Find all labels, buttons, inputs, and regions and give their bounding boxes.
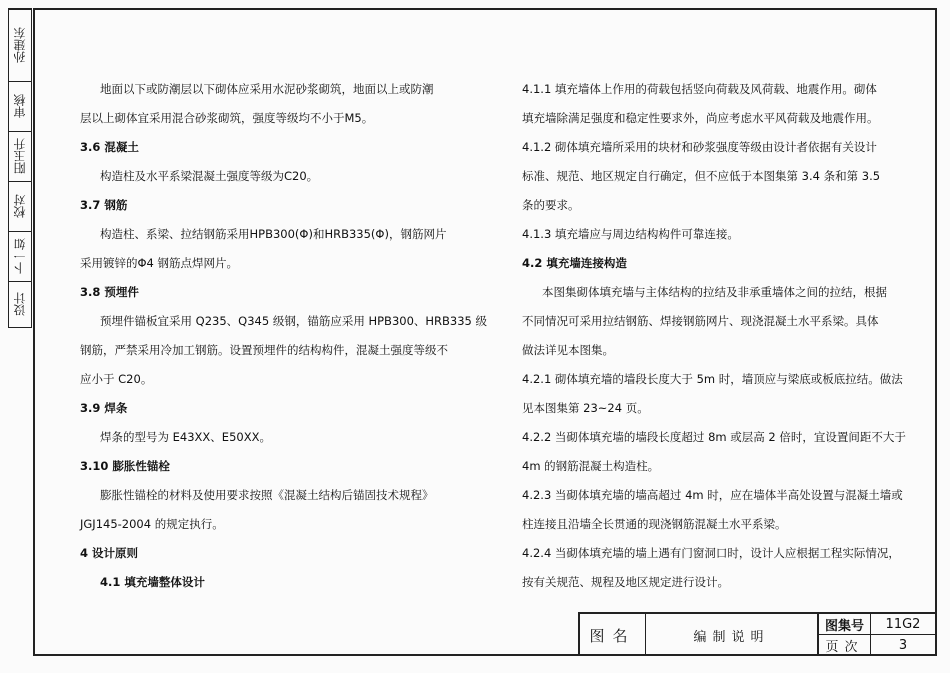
page-number: 3 (898, 638, 908, 653)
text-line: 4.2.2 当砌体填充墙的墙段长度超过 8m 或层高 2 倍时，宜设置间距不大于 (522, 430, 906, 444)
text-line: 本图集砌体填充墙与主体结构的拉结及非承重墙体之间的拉结，根据 (542, 285, 887, 299)
text-line: 不同情况可采用拉结钢筋、焊接钢筋网片、现浇混凝土水平系梁。具体 (522, 314, 879, 328)
text-line: 3.9 焊条 (80, 401, 128, 415)
text-line: 4.1.3 填充墙应与周边结构构件可靠连接。 (522, 227, 739, 241)
text-line: 柱连接且沿墙全长贯通的现浇钢筋混凝土水平系梁。 (522, 517, 787, 531)
text-line: 4.2.1 砌体填充墙的墙段长度大于 5m 时，墙顶应与梁底或板底拉结。做法 (522, 372, 903, 386)
text-line: 3.6 混凝土 (80, 140, 139, 154)
text-line: 3.8 预埋件 (80, 285, 139, 299)
text-line: 4m 的钢筋混凝土构造柱。 (522, 459, 660, 473)
text-line: 应小于 C20。 (80, 372, 153, 386)
drawing-name: 编制说明 (646, 614, 819, 656)
strip-check-signature: 阳玉升 (9, 131, 31, 181)
atlas-number: 11G2 (871, 614, 935, 635)
text-line: 4.2 填充墙连接构造 (522, 256, 627, 270)
text-line: 层以上砌体宜采用混合砂浆砌筑，强度等级均不小于M5。 (80, 111, 374, 125)
text-line: 按有关规范、规程及地区规定进行设计。 (522, 575, 729, 589)
text-line: 条的要求。 (522, 198, 580, 212)
atlas-number-label: 图集号 (819, 614, 871, 635)
text-line: 4.1.1 填充墙体上作用的荷载包括竖向荷载及风荷载、地震作用。砌体 (522, 82, 877, 96)
text-line: 采用镀锌的Φ4 钢筋点焊网片。 (80, 256, 239, 270)
strip-review-label: 审核 (9, 81, 31, 131)
strip-design-label: 设计 (9, 281, 31, 327)
left-text-column (80, 75, 487, 597)
text-line: 4 设计原则 (80, 546, 139, 560)
text-line: 标准、规范、地区规定自行确定，但不应低于本图集第 3.4 条和第 3.5 (522, 169, 881, 183)
text-line: JGJ145-2004 的规定执行。 (80, 517, 224, 531)
strip-review-signature: 孙建东 (9, 9, 31, 81)
text-line: 预埋件锚板宜采用 Q235、Q345 级钢，锚筋应采用 HPB300、HRB335 级 (100, 314, 488, 328)
text-line: 构造柱及水平系梁混凝土强度等级为C20。 (100, 169, 319, 183)
approval-strip (8, 8, 32, 328)
text-line: 地面以下或防潮层以下砌体应采用水泥砂浆砌筑，地面以上或防潮 (100, 82, 434, 96)
text-line: 构造柱、系梁、拉结钢筋采用HPB300(Φ)和HRB335(Φ)，钢筋网片 (100, 227, 447, 241)
text-line: 见本图集第 23~24 页。 (522, 401, 649, 415)
title-block (578, 612, 935, 656)
text-line: 4.1 填充墙整体设计 (100, 575, 205, 589)
text-line: 4.1.2 砌体填充墙所采用的块材和砂浆强度等级由设计者依据有关设计 (522, 140, 877, 154)
strip-check-label: 校对 (9, 181, 31, 231)
text-line: 焊条的型号为 E43XX、E50XX。 (100, 430, 271, 444)
page-number-label: 页次 (819, 635, 871, 656)
text-line: 填充墙除满足强度和稳定性要求外，尚应考虑水平风荷载及地震作用。 (522, 111, 879, 125)
text-line: 3.10 膨胀性锚栓 (80, 459, 170, 473)
drawing-name-label: 图名 (580, 614, 646, 656)
text-line: 4.2.4 当砌体填充墙的墙上遇有门窗洞口时，设计人应根据工程实际情况， (522, 546, 900, 560)
right-text-column (522, 75, 906, 597)
strip-design-signature: 卜一如 (9, 231, 31, 281)
text-line: 4.2.3 当砌体填充墙的墙高超过 4m 时，应在墙体半高处设置与混凝土墙或 (522, 488, 903, 502)
text-line: 做法详见本图集。 (522, 343, 614, 357)
text-line: 膨胀性锚栓的材料及使用要求按照《混凝土结构后锚固技术规程》 (100, 488, 434, 502)
text-line: 钢筋，严禁采用冷加工钢筋。设置预埋件的结构构件，混凝土强度等级不 (80, 343, 448, 357)
text-line: 3.7 钢筋 (80, 198, 128, 212)
